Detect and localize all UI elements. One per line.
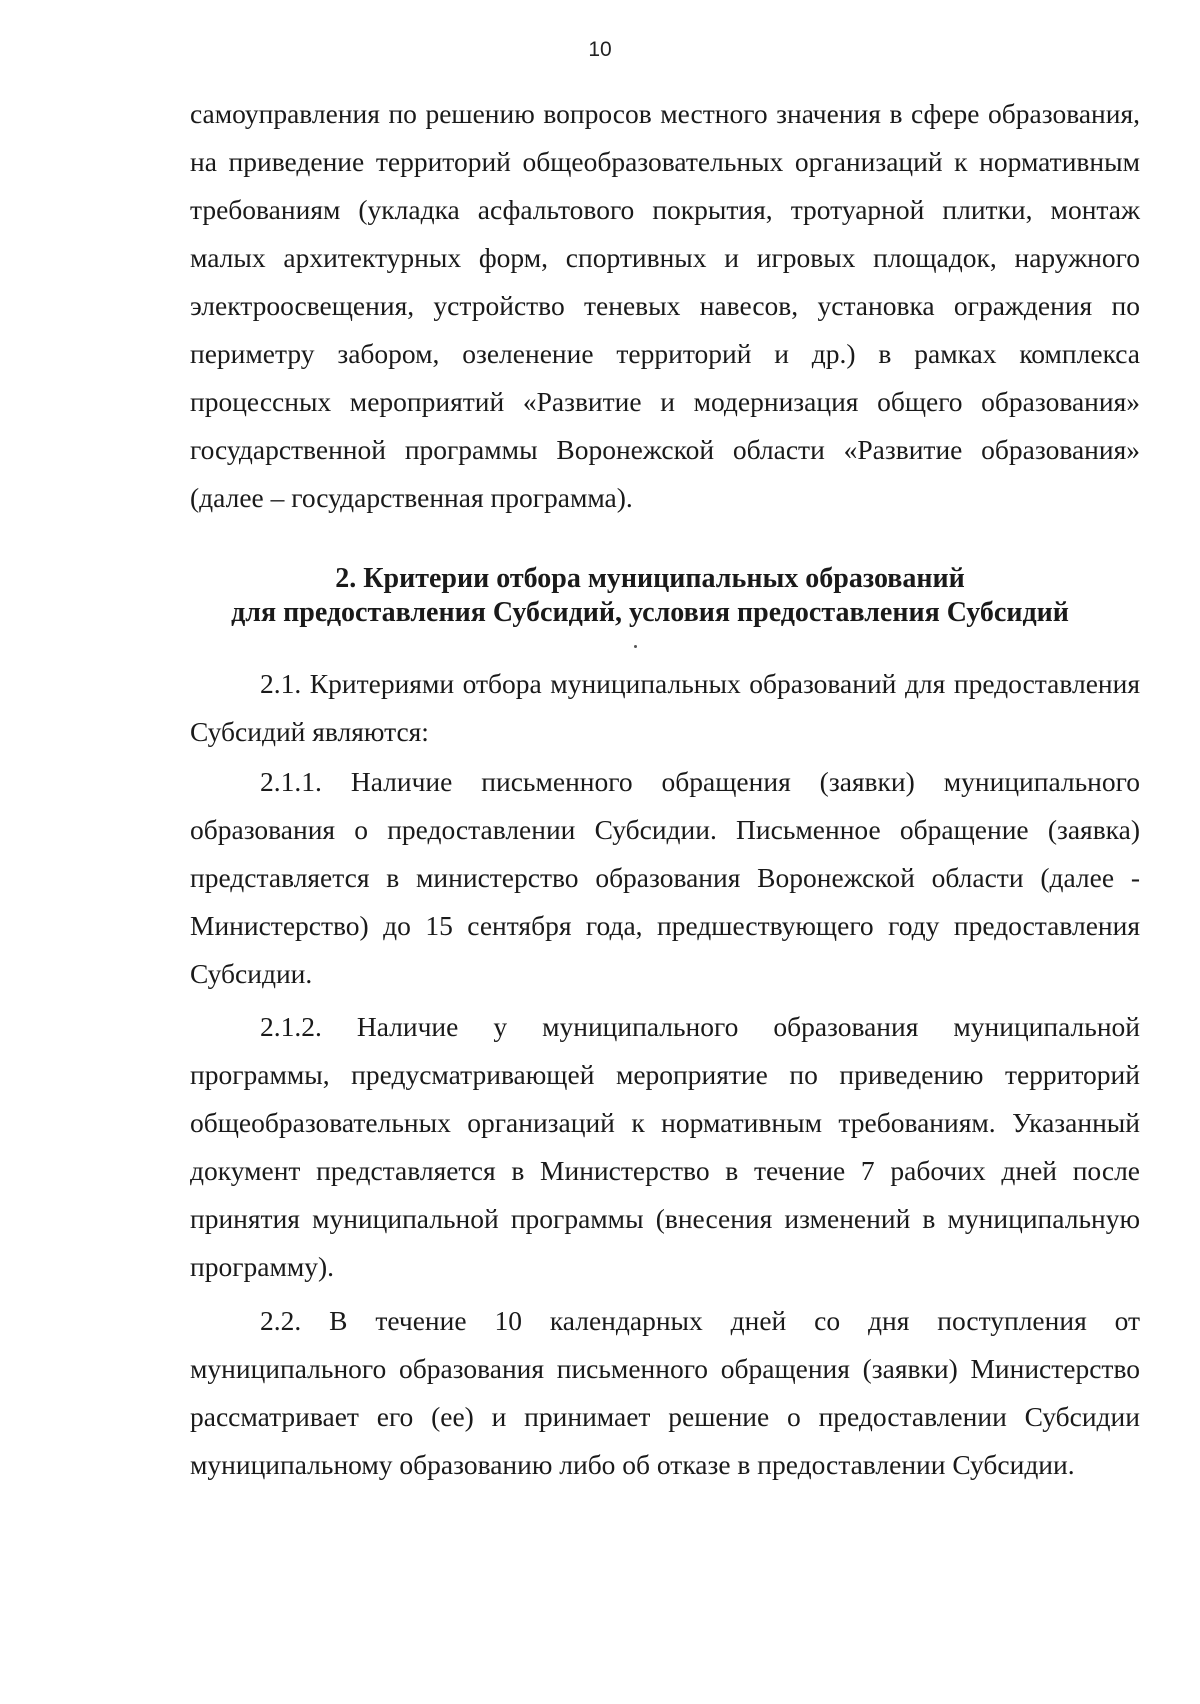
paragraph-2-1-1: 2.1.1. Наличие письменного обращения (заявки) муниципального образования о предоставлении Субсидии. Письменное обращение (заявка) представляется в министерство образования Воронежской области (далее - Министерство) до 15 сентября года, предшествующего году предоставления Субсидии. — [190, 766, 1140, 989]
section-heading-line-1: 2. Критерии отбора муниципальных образований — [335, 563, 965, 594]
paragraph-2-1: 2.1. Критериями отбора муниципальных образований для предоставления Субсидий являются: — [190, 668, 1140, 747]
page-number: 10 — [588, 38, 612, 61]
paragraph-2-1-2: 2.1.2. Наличие у муниципального образования муниципальной программы, предусматривающей мероприятие по приведению территорий общеобразовательных организаций к нормативным требованиям. Указанный документ представляется в Министерство в течение 7 рабочих дней после принятия муниципальной программы (внесения изменений в муниципальную программу). — [190, 1011, 1140, 1282]
scan-speck — [634, 645, 637, 648]
section-heading — [150, 562, 1150, 630]
paragraph-2-2: 2.2. В течение 10 календарных дней со дня поступления от муниципального образования письменного обращения (заявки) Министерство рассматривает его (ее) и принимает решение о предоставлении Субсидии муниципальному образованию либо об отказе в предоставлении Субсидии. — [190, 1305, 1140, 1480]
paragraph-intro: самоуправления по решению вопросов местного значения в сфере образования, на приведение территорий общеобразовательных организаций к нормативным требованиям (укладка асфальтового покрытия, тротуарной плитки, монтаж малых архитектурных форм, спортивных и игровых площадок, наружного электроосвещения, устройство теневых навесов, установка ограждения по периметру забором, озеленение территорий и др.) в рамках комплекса процессных мероприятий «Развитие и модернизация общего образования» государственной программы Воронежской области «Развитие образования» (далее – государственная программа). — [190, 98, 1140, 513]
section-heading-line-2: для предоставления Субсидий, условия предоставления Субсидий — [231, 597, 1069, 628]
